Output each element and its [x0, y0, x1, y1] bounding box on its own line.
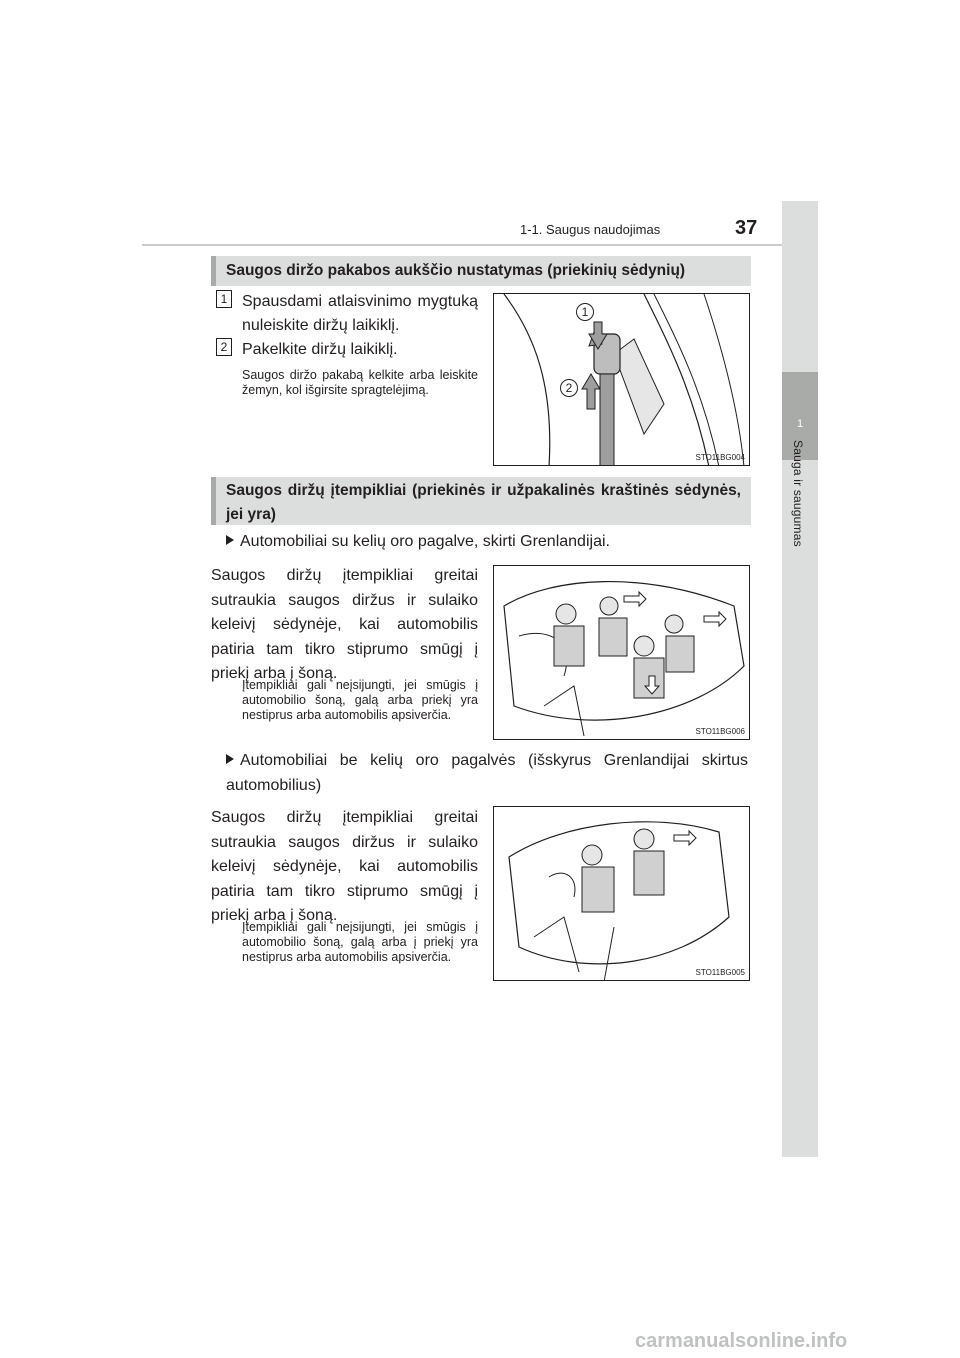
car-interior-illustration-1	[494, 566, 750, 740]
block-b-text: Saugos diržų įtempikliai greitai sutraukia saugos diržus ir sulaiko keleivį sėdynėje, kai automobilis patiria tam tikro stiprumo smūgį į priekį arba į šoną.	[211, 809, 478, 924]
bullet-b-text: Automobiliai be kelių oro pagalvės (išskyrus Grenlandijai skirtus automobilius)	[226, 752, 748, 794]
belt-anchor-illustration	[494, 294, 750, 466]
bullet-a-text: Automobiliai su kelių oro pagalve, skirti Grenlandijai.	[240, 533, 610, 550]
callout-1: 1	[576, 303, 594, 321]
step-badge-2: 2	[216, 338, 232, 356]
section-heading-pretensioners: Saugos diržų įtempikliai (priekinės ir užpakalinės kraštinės sėdynės, jei yra)	[211, 477, 751, 525]
header-rule	[142, 244, 782, 246]
block-a-note: Įtempikliai gali neįsijungti, jei smūgis į automobilio šoną, galą arba priekį yra nestiprus arba automobilis apsiverčia.	[242, 678, 478, 722]
step-text-1: Spausdami atlaisvinimo mygtuką nuleiskite diržų laikiklį.	[242, 293, 478, 334]
car-interior-illustration-2	[494, 807, 750, 981]
bullet-triangle-icon	[226, 754, 234, 764]
figure-pretensioner-knee-airbag	[493, 565, 750, 740]
figure-belt-anchor	[493, 293, 750, 466]
step-text-2: Pakelkite diržų laikiklį.	[242, 341, 398, 358]
bullet-a	[226, 530, 756, 554]
section-heading-belt-anchor: Saugos diržo pakabos aukščio nustatymas (priekinių sėdynių)	[211, 256, 751, 286]
block-a-text: Saugos diržų įtempikliai greitai sutraukia saugos diržus ir sulaiko keleivį sėdynėje, kai automobilis patiria tam tikro stiprumo smūgį į priekį arba į šoną.	[211, 567, 478, 682]
bullet-b	[226, 748, 748, 798]
side-tab	[782, 201, 818, 1157]
figure-pretensioner-no-knee-airbag	[493, 806, 750, 981]
page-number: 37	[735, 217, 758, 239]
note-belt-anchor: Saugos diržo pakabą kelkite arba leiskite žemyn, kol išgirsite spragtelėjimą.	[242, 368, 478, 397]
bullet-triangle-icon	[226, 535, 234, 545]
block-b-note: Įtempikliai gali neįsijungti, jei smūgis į automobilio šoną, galą arba į priekį yra nestiprus arba automobilis apsiverčia.	[242, 920, 478, 964]
figure-code: STO11BG006	[695, 727, 745, 736]
figure-code: STO11BG005	[695, 968, 745, 977]
callout-2: 2	[560, 379, 578, 397]
chapter-label: Sauga ir saugumas	[791, 440, 805, 547]
chapter-number: 1	[796, 418, 804, 430]
watermark-text: carmanualsonline.info	[635, 1330, 848, 1352]
step-badge-1: 1	[216, 290, 232, 308]
section-title: 1-1. Saugus naudojimas	[520, 222, 661, 237]
figure-code: STO11BG004	[695, 453, 745, 462]
